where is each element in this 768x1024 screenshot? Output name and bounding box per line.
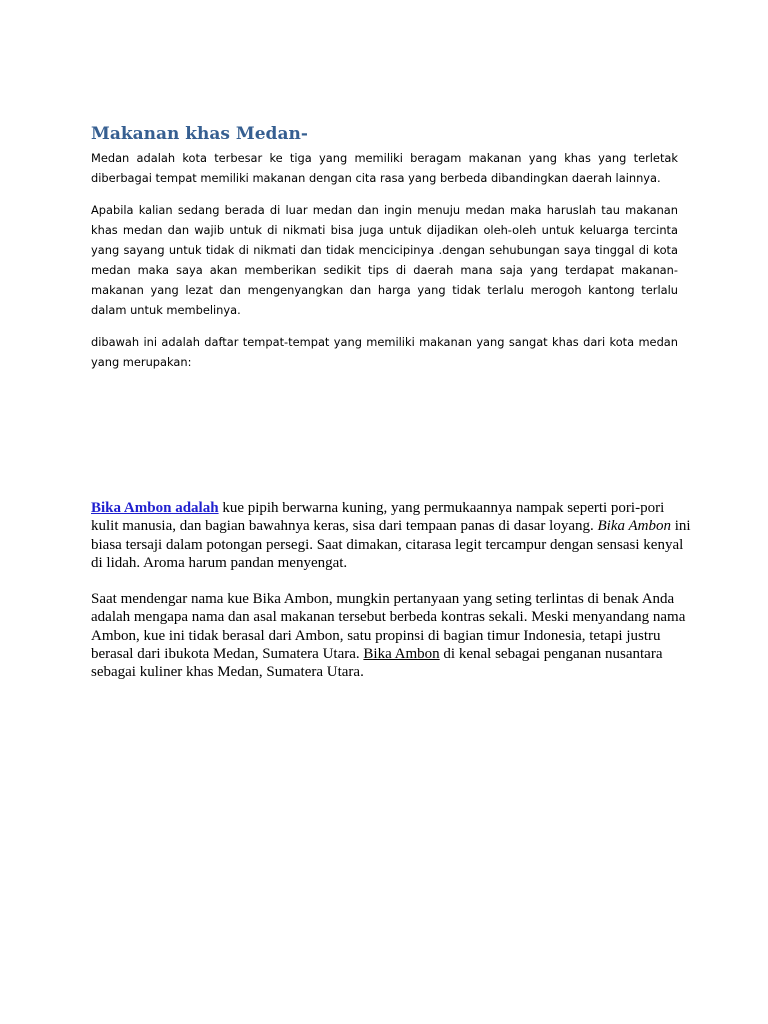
italic-text: Bika Ambon bbox=[597, 518, 671, 535]
paragraph-bika-ambon-description bbox=[91, 499, 691, 572]
paragraph-intro: Medan adalah kota terbesar ke tiga yang memiliki beragam makanan yang khas yang terletak diberbagai tempat memiliki makanan dengan cita rasa yang berbeda dibandingkan daerah lainnya. bbox=[91, 151, 678, 185]
paragraph-text: di kenal sebagai penganan nusantara sebagai kuliner khas Medan, Sumatera Utara. bbox=[91, 645, 663, 681]
paragraph-text: kue pipih berwarna kuning, yang permukaannya nampak seperti pori-pori kulit manusia, dan bagian bawahnya keras, sisa dari tempaan panas di dasar loyang. bbox=[91, 500, 665, 535]
paragraph-bika-ambon-origin bbox=[91, 590, 691, 681]
paragraph-text: ini biasa tersaji dalam potongan persegi. Saat dimakan, citarasa legit tercampur dengan sensasi kenyal di lidah. Aroma harum pandan menyengat. bbox=[91, 518, 691, 571]
bika-ambon-link[interactable]: Bika Ambon adalah bbox=[91, 500, 219, 516]
paragraph-tips: Apabila kalian sedang berada di luar medan dan ingin menuju medan maka haruslah tau makanan khas medan dan wajib untuk di nikmati bisa juga untuk dijadikan oleh-oleh untuk keluarga tercinta yang sayang untuk tidak di nikmati dan tidak mencicipinya .dengan sehubungan saya tinggal di kota medan maka saya akan memberikan sedikit tips di daerah mana saja yang terdapat makanan-makanan yang lezat dan mengenyangkan dan harga yang tidak terlalu merogoh kantong terlalu dalam untuk membelinya. bbox=[91, 203, 678, 317]
bika-ambon-underlined-link[interactable]: Bika Ambon bbox=[363, 645, 440, 662]
page-title: Makanan khas Medan- bbox=[91, 124, 308, 144]
paragraph-text: Saat mendengar nama kue Bika Ambon, mungkin pertanyaan yang seting terlintas di benak Anda adalah mengapa nama dan asal makanan tersebut berbeda kontras sekali. Meski menyandang nama Ambon, kue ini tidak berasal dari Ambon, satu propinsi di bagian timur Indonesia, tetapi justru berasal dari ibukota Medan, Sumatera Utara. bbox=[91, 591, 686, 662]
paragraph-list-intro: dibawah ini adalah daftar tempat-tempat yang memiliki makanan yang sangat khas dari kota medan yang merupakan: bbox=[91, 335, 678, 369]
